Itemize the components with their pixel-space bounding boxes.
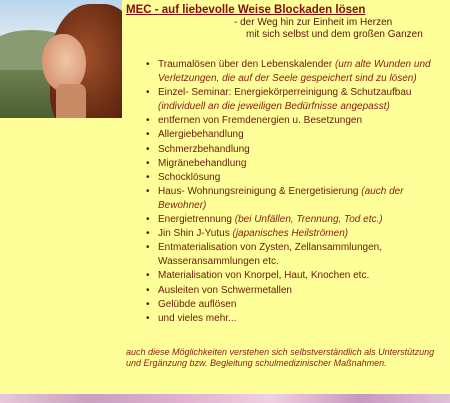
list-item-text: Energietrennung xyxy=(158,214,235,226)
list-item-note: (japanisches Heilströmen) xyxy=(232,228,349,240)
list-item xyxy=(158,143,446,157)
list-item xyxy=(158,86,446,114)
list-item xyxy=(158,269,446,283)
list-item-text: Einzel- Seminar: Energiekörperreinigung & Schutzaufbau xyxy=(158,87,412,99)
decorative-image-strip xyxy=(0,394,450,403)
list-item xyxy=(158,114,446,128)
list-item-text: Materialisation von Knorpel, Haut, Knochen etc. xyxy=(158,270,370,282)
portrait-photo xyxy=(0,0,122,118)
subtitle-line-2: mit sich selbst und dem großen Ganzen xyxy=(246,29,423,40)
list-item xyxy=(158,185,446,213)
list-item-text: Allergiebehandlung xyxy=(158,129,244,141)
list-item-text: Jin Shin J-Yutus xyxy=(158,228,233,240)
list-item xyxy=(158,171,446,185)
list-item-text: Schmerzbehandlung xyxy=(158,143,250,155)
list-item-note: (auch der Bewohner) xyxy=(158,185,404,211)
list-item xyxy=(158,58,446,86)
list-item-text: entfernen von Fremdenergien u. Besetzungen xyxy=(158,115,363,127)
list-item-text: Migränebehandlung xyxy=(158,157,247,169)
list-item-note: (um alte Wunden und Verletzungen, die auf der Seele gespeichert sind zu lösen) xyxy=(158,59,431,85)
list-item xyxy=(158,128,446,142)
footer-note: auch diese Möglichkeiten verstehen sich selbstverständlich als Unterstützung und Ergänzung bzw. Begleitung schulmedizinischer Maßnahmen. xyxy=(126,347,435,368)
subtitle-line-1: - der Weg hin zur Einheit im Herzen xyxy=(234,17,393,28)
list-item-text: Ausleiten von Schwermetallen xyxy=(158,284,292,296)
list-item-text: Schocklösung xyxy=(158,171,221,183)
service-list xyxy=(158,58,446,326)
list-item xyxy=(158,241,446,269)
list-item-text: Entmaterialisation von Zysten, Zellansammlungen, Wasseransammlungen etc. xyxy=(158,242,382,268)
page-title: MEC - auf liebevolle Weise Blockaden lösen xyxy=(126,4,366,16)
list-item xyxy=(158,157,446,171)
list-item xyxy=(158,298,446,312)
list-item xyxy=(158,284,446,298)
list-item-text: Traumalösen über den Lebenskalender xyxy=(158,59,335,70)
list-item-note: (individuell an die jeweiligen Bedürfnisse angepasst) xyxy=(158,101,390,113)
list-item xyxy=(158,227,446,241)
list-item-text: Gelübde auflösen xyxy=(158,298,237,310)
list-item-text: Haus- Wohnungsreinigung & Energetisierung xyxy=(158,185,362,197)
header xyxy=(126,3,448,41)
list-item-note: (bei Unfällen, Trennung, Tod etc.) xyxy=(234,214,383,226)
list-item xyxy=(158,213,446,227)
list-item-text: und vieles mehr... xyxy=(158,312,237,324)
photo-neck xyxy=(56,84,86,118)
list-item xyxy=(158,312,446,326)
